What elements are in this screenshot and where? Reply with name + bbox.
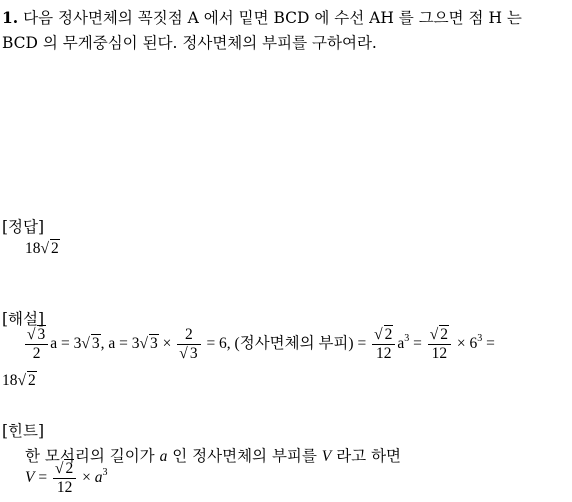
fraction-sqrt3-over-2: $\frac{√ 3}{2}$: [25, 326, 48, 363]
r2-radicand: 3: [150, 334, 158, 352]
hint-text-3: 라고 하면: [331, 447, 402, 465]
formula-radicand: 2: [65, 460, 74, 477]
exp-text-4: = 6, (정사면체의 부피) =: [202, 334, 371, 352]
exp-text-5: a: [397, 334, 405, 352]
f4-radicand: 2: [440, 326, 448, 343]
final-coef: 18: [2, 372, 18, 389]
explanation-line-2: 18√ 2: [2, 372, 36, 389]
fraction-2-over-sqrt3: $\frac{2}{√ 3}$: [177, 326, 200, 363]
answer-coef: 18: [25, 240, 41, 257]
formula-a: a: [94, 468, 103, 486]
exp-exponent-2: 3: [477, 332, 483, 344]
question-number: 1.: [2, 8, 19, 27]
hint-var-V: V: [321, 448, 332, 465]
hint-text-1: 한 모서리의 길이가: [25, 447, 160, 465]
exp-text-8: =: [482, 334, 495, 352]
fraction-sqrt2-over-12-b: $\frac{√ 2}{12}$: [428, 326, 451, 363]
hint-var-a: a: [159, 448, 168, 465]
f3-radicand: 2: [384, 326, 393, 343]
question-line-1: [2, 6, 522, 28]
formula-eq: =: [34, 468, 51, 486]
exp-text-2: , a = 3: [100, 334, 140, 352]
f1-denominator: 2: [32, 344, 41, 362]
final-radicand: 2: [28, 372, 36, 389]
f3-denominator: 12: [375, 344, 392, 362]
hint-text-2: 인 정사면체의 부피를: [167, 447, 322, 465]
answer-radicand: 2: [51, 240, 59, 257]
exp-exponent-1: 3: [404, 332, 410, 344]
formula-fraction: $\frac{√ 2}{12}$: [53, 460, 76, 497]
formula-times: ×: [78, 468, 95, 486]
r1-radicand: 3: [91, 334, 100, 352]
f4-denominator: 12: [431, 344, 448, 362]
f2-numerator: 2: [177, 326, 200, 345]
f1-radicand: 3: [37, 326, 46, 343]
hint-label: [힌트]: [2, 422, 45, 440]
explanation-line-1: $\frac{√ 3}{2}$ a = 3√ 3, a = 3√ 3 × $\frac{2}{√ 3}$ = 6, (정사면체의 부피) = $\frac{√ 2}{12}$ $a^3$ = $\frac{√ 2}{12}$ × $6^3$ =: [27, 326, 495, 362]
formula-V: V: [25, 468, 35, 486]
formula-exponent: 3: [102, 466, 108, 478]
answer-value: [25, 240, 60, 258]
f2-radicand: 3: [189, 344, 198, 362]
explanation-label: [해설]: [2, 310, 45, 328]
formula-denominator: 12: [56, 478, 73, 496]
answer-label: [정답]: [2, 218, 45, 236]
question-text-1: 다음 정사면체의 꼭짓점 A 에서 밑면 BCD 에 수선 AH 를 그으면 점 H 는: [23, 9, 522, 27]
answer-sqrt: √ 2: [40, 240, 59, 257]
fraction-sqrt2-over-12-a: $\frac{√ 2}{12}$: [372, 326, 395, 363]
exp-text-1: a = 3: [50, 334, 82, 352]
exp-text-6: =: [409, 334, 426, 352]
exp-text-3: ×: [158, 334, 176, 352]
hint-formula: [25, 460, 107, 497]
question-text-2: BCD 의 무게중심이 된다. 정사면체의 부피를 구하여라.: [2, 34, 377, 52]
exp-text-7: × 6: [452, 334, 478, 352]
